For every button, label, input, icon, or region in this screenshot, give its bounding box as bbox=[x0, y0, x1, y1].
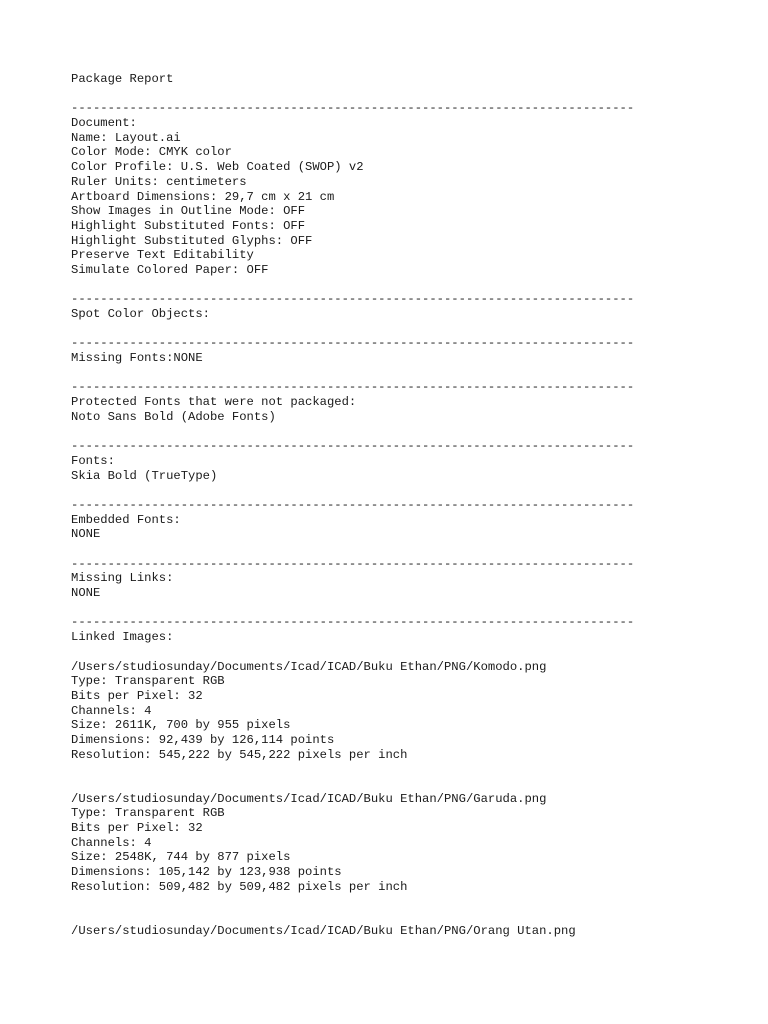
separator-line: ----------------------------------------------------------------------------- bbox=[71, 292, 635, 307]
linked-image-entry bbox=[71, 924, 761, 939]
highlight-substituted-glyphs: Highlight Substituted Glyphs: OFF bbox=[71, 233, 313, 248]
protected-fonts-heading: Protected Fonts that were not packaged: bbox=[71, 395, 357, 410]
image-dimensions: Dimensions: 92,439 by 126,114 points bbox=[71, 732, 335, 747]
spacer bbox=[71, 645, 761, 660]
image-channels: Channels: 4 bbox=[71, 703, 152, 718]
spacer bbox=[71, 87, 761, 102]
spacer bbox=[71, 425, 761, 440]
preserve-text-editability: Preserve Text Editability bbox=[71, 248, 254, 263]
spacer bbox=[71, 278, 761, 293]
document-heading: Document: bbox=[71, 116, 137, 131]
image-size: Size: 2611K, 700 by 955 pixels bbox=[71, 718, 291, 733]
spacer bbox=[71, 366, 761, 381]
spacer bbox=[71, 601, 761, 616]
fonts-heading: Fonts: bbox=[71, 453, 115, 468]
image-path: /Users/studiosunday/Documents/Icad/ICAD/Buku Ethan/PNG/Orang Utan.png bbox=[71, 923, 576, 938]
separator-line: ----------------------------------------------------------------------------- bbox=[71, 615, 635, 630]
linked-image-entry bbox=[71, 792, 761, 895]
image-size: Size: 2548K, 744 by 877 pixels bbox=[71, 850, 291, 865]
artboard-dimensions: Artboard Dimensions: 29,7 cm x 21 cm bbox=[71, 189, 335, 204]
missing-links-item: NONE bbox=[71, 586, 101, 601]
spacer bbox=[71, 895, 761, 910]
color-mode: Color Mode: CMYK color bbox=[71, 145, 232, 160]
spacer bbox=[71, 483, 761, 498]
image-resolution: Resolution: 545,222 by 545,222 pixels per inch bbox=[71, 747, 408, 762]
font-item: Skia Bold (TrueType) bbox=[71, 468, 218, 483]
separator-line: ----------------------------------------------------------------------------- bbox=[71, 439, 635, 454]
separator-line: ----------------------------------------------------------------------------- bbox=[71, 336, 635, 351]
simulate-colored-paper: Simulate Colored Paper: OFF bbox=[71, 262, 269, 277]
highlight-substituted-fonts: Highlight Substituted Fonts: OFF bbox=[71, 218, 306, 233]
protected-font-item: Noto Sans Bold (Adobe Fonts) bbox=[71, 409, 276, 424]
spacer bbox=[71, 762, 761, 777]
ruler-units: Ruler Units: centimeters bbox=[71, 174, 247, 189]
missing-fonts-heading: Missing Fonts:NONE bbox=[71, 351, 203, 366]
report-title: Package Report bbox=[71, 72, 174, 86]
separator-line: ----------------------------------------------------------------------------- bbox=[71, 380, 635, 395]
separator-line: ----------------------------------------------------------------------------- bbox=[71, 497, 635, 512]
image-resolution: Resolution: 509,482 by 509,482 pixels per inch bbox=[71, 879, 408, 894]
image-type: Type: Transparent RGB bbox=[71, 674, 225, 689]
image-channels: Channels: 4 bbox=[71, 835, 152, 850]
image-dimensions: Dimensions: 105,142 by 123,938 points bbox=[71, 865, 342, 880]
image-type: Type: Transparent RGB bbox=[71, 806, 225, 821]
image-path: /Users/studiosunday/Documents/Icad/ICAD/Buku Ethan/PNG/Garuda.png bbox=[71, 791, 547, 806]
linked-image-entry bbox=[71, 660, 761, 763]
color-profile: Color Profile: U.S. Web Coated (SWOP) v2 bbox=[71, 160, 364, 175]
spacer bbox=[71, 777, 761, 792]
spot-color-heading: Spot Color Objects: bbox=[71, 307, 210, 321]
embedded-fonts-heading: Embedded Fonts: bbox=[71, 512, 181, 527]
package-report bbox=[71, 72, 761, 939]
image-path: /Users/studiosunday/Documents/Icad/ICAD/Buku Ethan/PNG/Komodo.png bbox=[71, 659, 547, 674]
linked-images-heading: Linked Images: bbox=[71, 630, 174, 645]
embedded-fonts-item: NONE bbox=[71, 527, 101, 542]
missing-links-heading: Missing Links: bbox=[71, 571, 174, 586]
separator-line: ----------------------------------------------------------------------------- bbox=[71, 556, 635, 571]
spacer bbox=[71, 322, 761, 337]
image-bits: Bits per Pixel: 32 bbox=[71, 688, 203, 703]
spacer bbox=[71, 909, 761, 924]
image-bits: Bits per Pixel: 32 bbox=[71, 821, 203, 836]
show-images-outline: Show Images in Outline Mode: OFF bbox=[71, 204, 306, 219]
spacer bbox=[71, 542, 761, 557]
document-name: Name: Layout.ai bbox=[71, 130, 181, 145]
separator-line: ----------------------------------------------------------------------------- bbox=[71, 101, 635, 116]
